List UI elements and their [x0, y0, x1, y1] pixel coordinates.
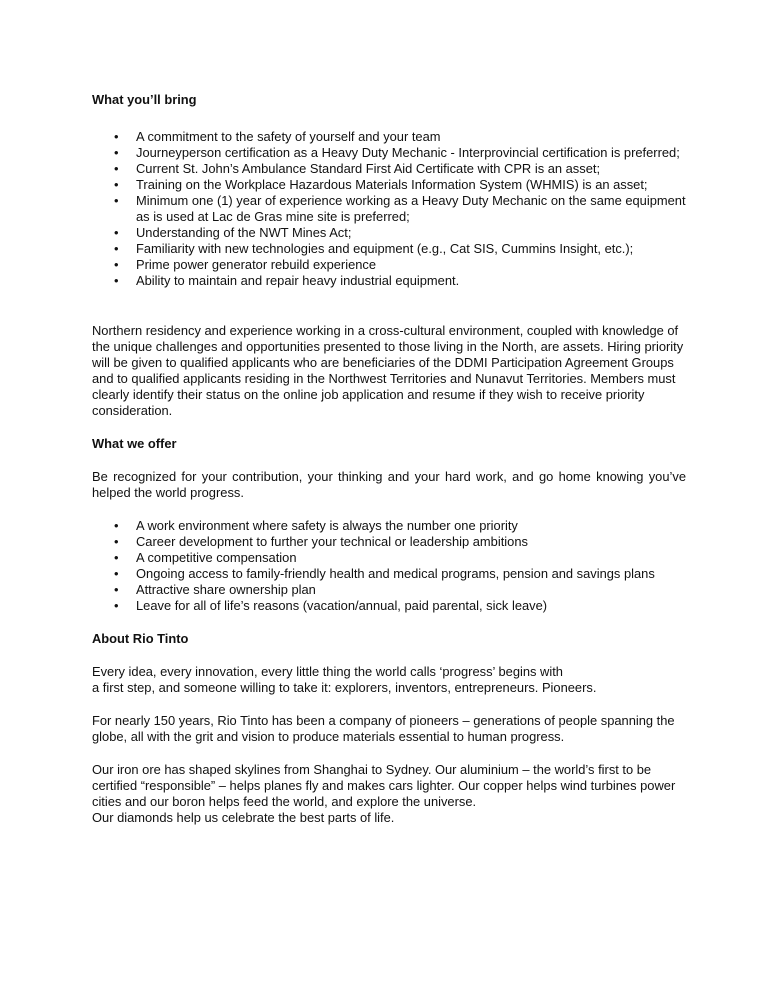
benefits-list: [92, 518, 686, 614]
list-item: • Ability to maintain and repair heavy industrial equipment.: [92, 273, 686, 289]
list-item: • Understanding of the NWT Mines Act;: [92, 225, 686, 241]
list-item: • A commitment to the safety of yourself and your team: [92, 129, 686, 145]
list-item: • Career development to further your technical or leadership ambitions: [92, 534, 686, 550]
list-item: • Journeyperson certification as a Heavy Duty Mechanic - Interprovincial certification is preferred;: [92, 145, 686, 161]
section-heading-what-we-offer: What we offer: [92, 436, 177, 451]
list-item: • A competitive compensation: [92, 550, 686, 566]
residency-paragraph: Northern residency and experience working in a cross-cultural environment, coupled with knowledge of the unique challenges and opportunities presented to those living in the North, are assets. Hiring priority will be given to qualified applicants who are beneficiaries of the DDMI Participation Agreement Groups and to qualified applicants residing in the Northwest Territories and Nunavut Territories. Members must clearly identify their status on the online job application and resume if they wish to receive priority consideration.: [92, 323, 684, 418]
about-paragraph-3: [92, 762, 686, 826]
list-item: • Current St. John’s Ambulance Standard First Aid Certificate with CPR is an asset;: [92, 161, 686, 177]
requirements-list: [92, 129, 686, 289]
list-item: • Training on the Workplace Hazardous Materials Information System (WHMIS) is an asset;: [92, 177, 686, 193]
about-paragraph-1: [92, 664, 686, 696]
about-paragraph-2: For nearly 150 years, Rio Tinto has been a company of pioneers – generations of people spanning the globe, all with the grit and vision to produce materials essential to human progress.: [92, 713, 675, 744]
section-heading-what-you-bring: What you’ll bring: [92, 92, 197, 107]
about-paragraph-1-line-1: Every idea, every innovation, every little thing the world calls ‘progress’ begins with: [92, 664, 563, 679]
document-page: [92, 92, 686, 826]
list-item: • Prime power generator rebuild experience: [92, 257, 686, 273]
section-heading-about-rio-tinto: About Rio Tinto: [92, 631, 189, 646]
list-item: • A work environment where safety is always the number one priority: [92, 518, 686, 534]
list-item: • Attractive share ownership plan: [92, 582, 686, 598]
offer-intro-paragraph: Be recognized for your contribution, your thinking and your hard work, and go home knowing you’ve helped the world progress.: [92, 469, 686, 500]
about-paragraph-3-last-line: Our diamonds help us celebrate the best parts of life.: [92, 810, 395, 825]
list-item: • Familiarity with new technologies and equipment (e.g., Cat SIS, Cummins Insight, etc.);: [92, 241, 686, 257]
about-paragraph-3-body: Our iron ore has shaped skylines from Shanghai to Sydney. Our aluminium – the world’s first to be certified “responsible” – helps planes fly and makes cars lighter. Our copper helps wind turbines power cities and our boron helps feed the world, and explore the universe.: [92, 762, 676, 809]
about-paragraph-1-line-2: a first step, and someone willing to take it: explorers, inventors, entrepreneurs. Pioneers.: [92, 680, 597, 695]
list-item: • Leave for all of life’s reasons (vacation/annual, paid parental, sick leave): [92, 598, 686, 614]
list-item: • Ongoing access to family-friendly health and medical programs, pension and savings plans: [92, 566, 686, 582]
list-item: • Minimum one (1) year of experience working as a Heavy Duty Mechanic on the same equipment as is used at Lac de Gras mine site is preferred;: [92, 193, 686, 225]
